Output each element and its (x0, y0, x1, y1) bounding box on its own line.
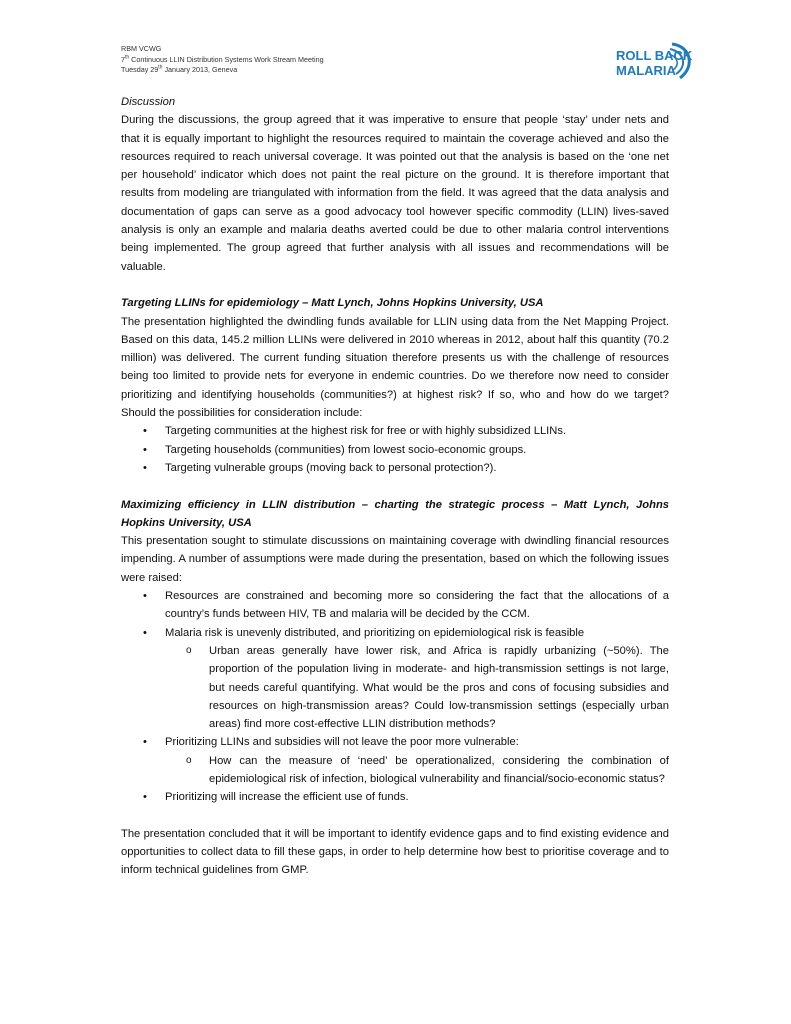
list-item-text: Prioritizing LLINs and subsidies will not leave the poor more vulnerable: (165, 736, 519, 749)
targeting-section-title: Targeting LLINs for epidemiology – Matt Lynch, Johns Hopkins University, USA (121, 297, 544, 310)
targeting-paragraph: The presentation highlighted the dwindling funds available for LLIN using data from the Net Mapping Project. Based on this data, 145.2 million LLINs were delivered in 2010 whereas in 2012, about half this quantity (70.2 million) was delivered. The current funding situation therefore presents us with the challenge of resources being too limited to provide nets for everyone in endemic countries. Do we therefore now need to consider prioritizing and identifying households (communities?) at highest risk? If so, who and how do we target? Should the possibilities for consideration include: (121, 315, 669, 420)
document-body (121, 93, 669, 880)
maximizing-paragraph: This presentation sought to stimulate discussions on maintaining coverage with dwindling financial resources impending. A number of assumptions were made during the presentation, based on which the following issues were raised: (121, 535, 669, 584)
header-line-2: 7th Continuous LLIN Distribution Systems Work Stream Meeting (121, 54, 324, 64)
sub-list-item: o Urban areas generally have lower risk, and Africa is rapidly urbanizing (~50%). The proportion of the population living in moderate- and high-transmission settings is not large, but needs careful quantifying. What would be the pros and cons of focusing subsidies and resources on high-transmission areas? Could low-transmission settings (especially urban areas) find more cost-effective LLIN distribution methods? (165, 642, 669, 733)
sub-list-item: o How can the measure of ‘need’ be operationalized, considering the combination of epidemiological risk of infection, biological vulnerability and financial/socio-economic status? (165, 752, 669, 789)
list-item: • Prioritizing will increase the efficient use of funds. (121, 788, 669, 806)
header-line-3: Tuesday 29th January 2013, Geneva (121, 64, 238, 74)
discussion-heading: Discussion (121, 96, 176, 108)
list-item: • Resources are constrained and becoming more so considering the fact that the allocations of a country’s funds between HIV, TB and malaria will be decided by the CCM. (121, 587, 669, 624)
logo-text-line-2: MALARIA (616, 63, 676, 78)
maximizing-section-title: Maximizing efficiency in LLIN distribution – charting the strategic process – Matt Lynch, Johns Hopkins University, USA (121, 498, 669, 529)
sub-list (165, 642, 669, 733)
list-item (121, 624, 669, 734)
list-item (121, 733, 669, 788)
list-item: • Targeting communities at the highest risk for free or with highly subsidized LLINs. (121, 422, 669, 440)
targeting-bullet-list (121, 422, 669, 477)
header-line-1: RBM VCWG (121, 44, 162, 53)
document-header (121, 44, 324, 76)
sub-list (165, 752, 669, 789)
list-item: • Targeting households (communities) from lowest socio-economic groups. (121, 441, 669, 459)
roll-back-malaria-logo (612, 40, 696, 82)
list-item: • Targeting vulnerable groups (moving back to personal protection?). (121, 459, 669, 477)
list-item-text: Malaria risk is unevenly distributed, and prioritizing on epidemiological risk is feasible (165, 626, 585, 639)
discussion-paragraph: During the discussions, the group agreed that it was imperative to ensure that people ‘stay’ under nets and that it is equally important to highlight the resources required to maintain the coverage achieved and also the resources required to reach universal coverage. It was pointed out that the analysis is based on the ‘one net per household’ indicator which does not paint the real picture on the ground. It is therefore important that results from modeling are triangulated with information from the field. It was agreed that the data analysis and documentation of gaps can serve as a good advocacy tool however specific commodity (LLIN) lives-saved analysis is only an example and malaria deaths averted could be due to other malaria control interventions being implemented. The group agreed that further analysis with all issues and recommendations will be valuable. (121, 114, 669, 273)
logo-text-line-1: ROLL BACK (616, 48, 693, 63)
conclusion-paragraph: The presentation concluded that it will be important to identify evidence gaps and to find existing evidence and opportunities to collect data to fill these gaps, in order to help determine how best to prioritise coverage and to inform technical guidelines from GMP. (121, 827, 669, 877)
maximizing-bullet-list (121, 587, 669, 807)
